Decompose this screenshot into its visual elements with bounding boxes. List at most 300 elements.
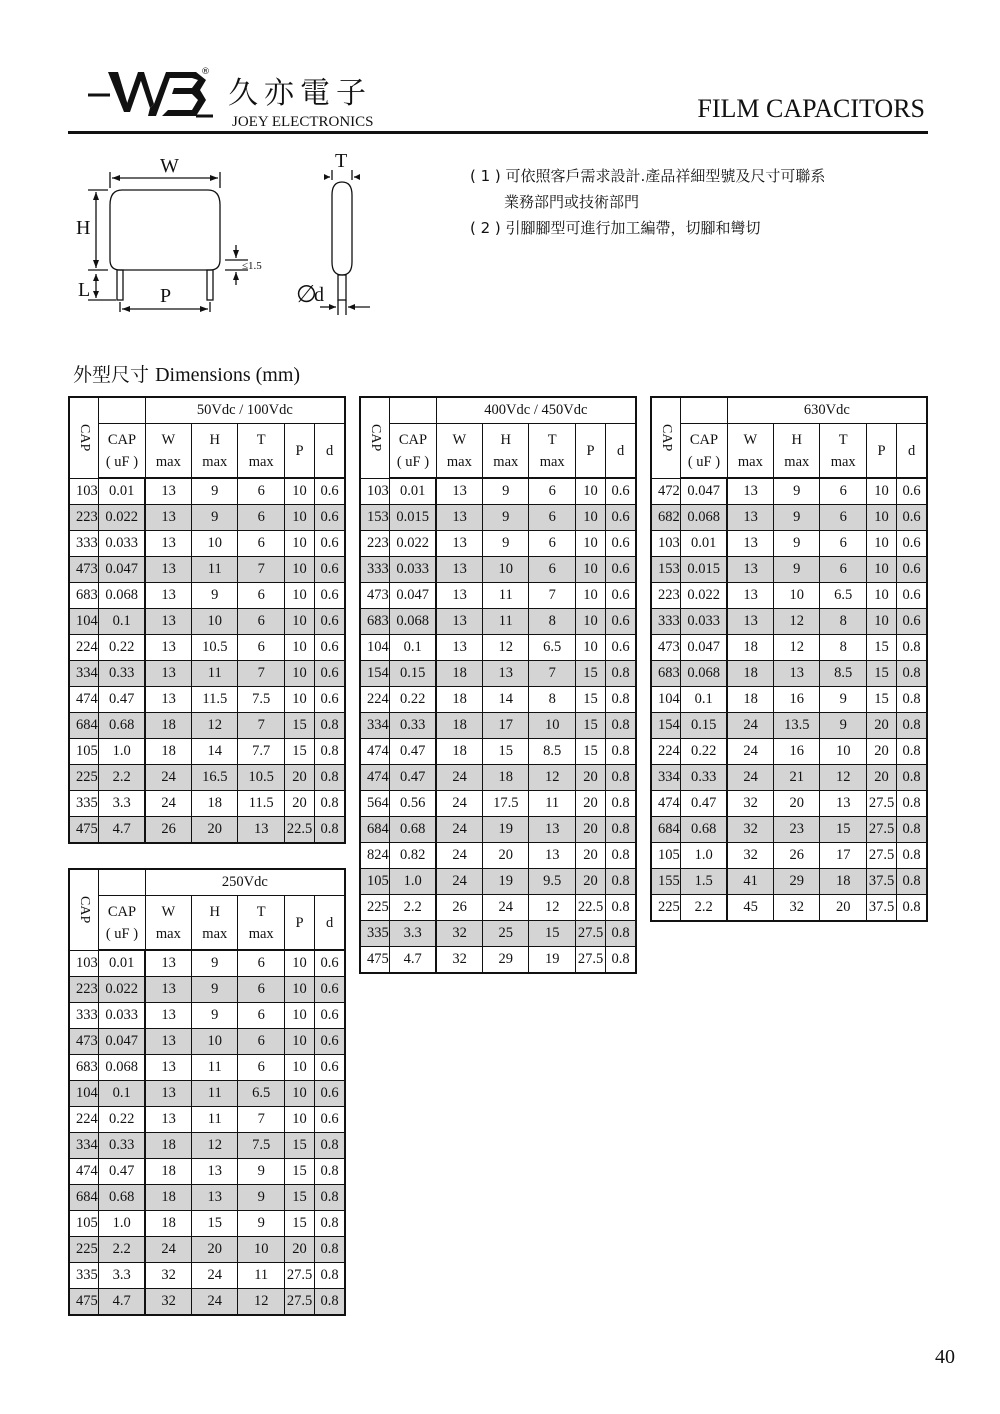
cell-pitch: 20 bbox=[284, 1237, 314, 1263]
cell-height: 9 bbox=[192, 1003, 238, 1029]
cell-cap-value: 2.2 bbox=[390, 895, 436, 921]
cell-cap-value: 0.33 bbox=[99, 1133, 145, 1159]
cell-pitch: 15 bbox=[284, 1159, 314, 1185]
cell-lead-dia: 0.8 bbox=[897, 791, 927, 817]
table-row bbox=[360, 739, 636, 765]
brand-logo bbox=[88, 64, 213, 126]
cell-height: 11 bbox=[192, 1107, 238, 1133]
cell-cap-code: 153 bbox=[651, 557, 681, 583]
cell-cap-code: 474 bbox=[360, 765, 390, 791]
cell-height: 13 bbox=[774, 661, 820, 687]
cell-height: 9 bbox=[774, 557, 820, 583]
cell-thickness: 6 bbox=[238, 950, 284, 977]
cell-thickness: 6 bbox=[529, 505, 575, 531]
cell-width: 24 bbox=[145, 765, 191, 791]
cell-thickness: 8 bbox=[820, 609, 866, 635]
cell-cap-value: 0.015 bbox=[390, 505, 436, 531]
table-row bbox=[69, 1159, 345, 1185]
cell-cap-code: 225 bbox=[69, 1237, 99, 1263]
cell-width: 13 bbox=[145, 583, 191, 609]
cell-lead-dia: 0.8 bbox=[315, 817, 345, 844]
document-title: FILM CAPACITORS bbox=[697, 94, 925, 123]
cell-pitch: 10 bbox=[866, 505, 896, 531]
cell-pitch: 27.5 bbox=[575, 947, 605, 974]
cell-thickness: 6 bbox=[820, 531, 866, 557]
cell-thickness: 6 bbox=[238, 1029, 284, 1055]
table-row bbox=[69, 977, 345, 1003]
cell-pitch: 10 bbox=[575, 583, 605, 609]
cell-lead-dia: 0.8 bbox=[315, 1211, 345, 1237]
cell-width: 24 bbox=[727, 765, 773, 791]
header-p: P bbox=[575, 424, 605, 479]
cell-cap-value: 0.033 bbox=[681, 609, 727, 635]
table-row bbox=[360, 531, 636, 557]
cell-height: 21 bbox=[774, 765, 820, 791]
cell-cap-value: 0.56 bbox=[390, 791, 436, 817]
cell-thickness: 18 bbox=[820, 869, 866, 895]
cell-thickness: 7 bbox=[238, 1107, 284, 1133]
cell-height: 20 bbox=[774, 791, 820, 817]
cell-pitch: 10 bbox=[284, 1003, 314, 1029]
header-d: d bbox=[606, 424, 636, 479]
diagram-label-p: P bbox=[160, 285, 172, 307]
cell-cap-value: 0.1 bbox=[390, 635, 436, 661]
cell-cap-value: 0.1 bbox=[99, 609, 145, 635]
cell-height: 15 bbox=[483, 739, 529, 765]
cell-cap-code: 683 bbox=[69, 583, 99, 609]
spec-table-250v bbox=[68, 868, 346, 1316]
cell-width: 13 bbox=[436, 478, 482, 505]
cell-cap-code: 103 bbox=[69, 478, 99, 505]
header-cap: CAP ( uF ) bbox=[99, 424, 145, 479]
cell-cap-value: 0.01 bbox=[99, 950, 145, 977]
cell-lead-dia: 0.6 bbox=[897, 583, 927, 609]
cell-lead-dia: 0.6 bbox=[606, 478, 636, 505]
cell-lead-dia: 0.8 bbox=[606, 947, 636, 974]
cell-cap-code: 334 bbox=[69, 1133, 99, 1159]
cell-thickness: 6.5 bbox=[529, 635, 575, 661]
cell-cap-value: 0.15 bbox=[681, 713, 727, 739]
cell-thickness: 6 bbox=[238, 583, 284, 609]
cell-lead-dia: 0.6 bbox=[315, 635, 345, 661]
cell-width: 18 bbox=[145, 1211, 191, 1237]
cell-lead-dia: 0.8 bbox=[315, 713, 345, 739]
cell-lead-dia: 0.6 bbox=[897, 531, 927, 557]
cell-cap-code: 474 bbox=[651, 791, 681, 817]
cell-cap-code: 103 bbox=[651, 531, 681, 557]
cell-height: 19 bbox=[483, 817, 529, 843]
cell-cap-code: 473 bbox=[360, 583, 390, 609]
diagram-label-t: T bbox=[335, 150, 348, 172]
table-row bbox=[69, 1107, 345, 1133]
header-w: W max bbox=[145, 896, 191, 951]
cell-cap-value: 0.01 bbox=[99, 478, 145, 505]
header-cap-code: CAP bbox=[651, 397, 681, 478]
cell-width: 18 bbox=[727, 687, 773, 713]
cell-cap-code: 333 bbox=[651, 609, 681, 635]
cell-cap-code: 223 bbox=[69, 505, 99, 531]
cell-width: 13 bbox=[727, 531, 773, 557]
dimensions-heading-en: Dimensions (mm) bbox=[155, 364, 301, 386]
header-w: W max bbox=[145, 424, 191, 479]
cell-lead-dia: 0.6 bbox=[315, 583, 345, 609]
cell-width: 24 bbox=[727, 739, 773, 765]
cell-pitch: 10 bbox=[284, 478, 314, 505]
cell-width: 18 bbox=[436, 713, 482, 739]
cell-width: 18 bbox=[436, 661, 482, 687]
cell-cap-value: 0.022 bbox=[681, 583, 727, 609]
cell-pitch: 15 bbox=[575, 713, 605, 739]
cell-width: 41 bbox=[727, 869, 773, 895]
table-row bbox=[651, 478, 927, 505]
cell-lead-dia: 0.8 bbox=[315, 1237, 345, 1263]
cell-width: 13 bbox=[436, 583, 482, 609]
cell-thickness: 12 bbox=[238, 1289, 284, 1316]
cell-cap-code: 104 bbox=[651, 687, 681, 713]
cell-cap-value: 0.1 bbox=[99, 1081, 145, 1107]
cell-thickness: 6 bbox=[238, 609, 284, 635]
cell-cap-value: 0.033 bbox=[99, 531, 145, 557]
cell-thickness: 8.5 bbox=[820, 661, 866, 687]
cell-width: 24 bbox=[145, 791, 191, 817]
table-row bbox=[651, 843, 927, 869]
cell-cap-code: 335 bbox=[69, 1263, 99, 1289]
cell-height: 11 bbox=[192, 1081, 238, 1107]
cell-cap-value: 0.068 bbox=[99, 1055, 145, 1081]
table-row bbox=[651, 739, 927, 765]
header-spacer bbox=[390, 397, 436, 424]
cell-cap-value: 0.022 bbox=[99, 505, 145, 531]
cell-height: 26 bbox=[774, 843, 820, 869]
cell-cap-value: 0.68 bbox=[99, 1185, 145, 1211]
cell-lead-dia: 0.8 bbox=[897, 635, 927, 661]
cell-width: 13 bbox=[727, 557, 773, 583]
cell-cap-code: 223 bbox=[69, 977, 99, 1003]
cell-cap-code: 334 bbox=[651, 765, 681, 791]
cell-cap-code: 683 bbox=[69, 1055, 99, 1081]
table-row bbox=[360, 947, 636, 974]
header-cap-code: CAP bbox=[69, 397, 99, 478]
cell-lead-dia: 0.8 bbox=[606, 687, 636, 713]
table-row bbox=[651, 661, 927, 687]
table-row bbox=[651, 791, 927, 817]
header-w: W max bbox=[436, 424, 482, 479]
cell-pitch: 10 bbox=[575, 557, 605, 583]
cell-cap-code: 824 bbox=[360, 843, 390, 869]
cell-width: 18 bbox=[145, 1159, 191, 1185]
cell-pitch: 15 bbox=[866, 635, 896, 661]
cell-pitch: 15 bbox=[866, 661, 896, 687]
cell-height: 12 bbox=[774, 609, 820, 635]
cell-cap-value: 3.3 bbox=[99, 791, 145, 817]
table-row bbox=[651, 713, 927, 739]
cell-height: 18 bbox=[483, 765, 529, 791]
table-row bbox=[360, 895, 636, 921]
cell-width: 13 bbox=[436, 609, 482, 635]
cell-width: 13 bbox=[727, 505, 773, 531]
cell-lead-dia: 0.6 bbox=[315, 505, 345, 531]
cell-cap-code: 683 bbox=[651, 661, 681, 687]
cell-width: 24 bbox=[436, 791, 482, 817]
cell-height: 9 bbox=[192, 583, 238, 609]
table-row bbox=[69, 1081, 345, 1107]
table-row bbox=[69, 1185, 345, 1211]
cell-width: 13 bbox=[145, 478, 191, 505]
cell-lead-dia: 0.8 bbox=[315, 1133, 345, 1159]
cell-cap-value: 0.33 bbox=[681, 765, 727, 791]
cell-lead-dia: 0.8 bbox=[897, 843, 927, 869]
cell-width: 32 bbox=[436, 921, 482, 947]
cell-width: 13 bbox=[145, 950, 191, 977]
cell-width: 13 bbox=[145, 557, 191, 583]
cell-thickness: 7.5 bbox=[238, 1133, 284, 1159]
cell-thickness: 7.5 bbox=[238, 687, 284, 713]
cell-pitch: 10 bbox=[284, 1107, 314, 1133]
cell-width: 13 bbox=[145, 1029, 191, 1055]
cell-cap-value: 0.022 bbox=[390, 531, 436, 557]
cell-cap-code: 223 bbox=[651, 583, 681, 609]
voltage-rating: 630Vdc bbox=[727, 397, 927, 424]
cell-cap-value: 0.047 bbox=[681, 478, 727, 505]
cell-thickness: 9 bbox=[820, 687, 866, 713]
cell-height: 29 bbox=[774, 869, 820, 895]
cell-width: 13 bbox=[145, 977, 191, 1003]
cell-width: 13 bbox=[727, 583, 773, 609]
table-row bbox=[360, 765, 636, 791]
cell-lead-dia: 0.8 bbox=[897, 687, 927, 713]
header-t: T max bbox=[529, 424, 575, 479]
note-2: ( 2 ) 引腳腳型可進行加工編帶，切腳和彎切 bbox=[470, 219, 761, 237]
cell-cap-value: 0.068 bbox=[681, 505, 727, 531]
table-row bbox=[69, 1263, 345, 1289]
cell-lead-dia: 0.8 bbox=[606, 921, 636, 947]
table-row bbox=[360, 869, 636, 895]
cell-pitch: 10 bbox=[284, 635, 314, 661]
table-row bbox=[360, 661, 636, 687]
cell-thickness: 7 bbox=[238, 557, 284, 583]
cell-height: 29 bbox=[483, 947, 529, 974]
cell-pitch: 15 bbox=[575, 739, 605, 765]
cell-thickness: 9 bbox=[238, 1185, 284, 1211]
cell-width: 13 bbox=[436, 557, 482, 583]
cell-cap-value: 0.82 bbox=[390, 843, 436, 869]
cell-cap-code: 104 bbox=[360, 635, 390, 661]
cell-cap-code: 684 bbox=[651, 817, 681, 843]
table-row bbox=[360, 843, 636, 869]
cell-cap-code: 682 bbox=[651, 505, 681, 531]
cell-pitch: 15 bbox=[284, 739, 314, 765]
cell-cap-code: 225 bbox=[69, 765, 99, 791]
table-row bbox=[69, 478, 345, 505]
table-row bbox=[360, 557, 636, 583]
cell-pitch: 20 bbox=[866, 765, 896, 791]
cell-pitch: 10 bbox=[575, 531, 605, 557]
cell-lead-dia: 0.6 bbox=[897, 505, 927, 531]
cell-height: 15 bbox=[192, 1211, 238, 1237]
cell-width: 18 bbox=[145, 1133, 191, 1159]
cell-lead-dia: 0.8 bbox=[315, 791, 345, 817]
cell-lead-dia: 0.8 bbox=[897, 895, 927, 922]
cell-cap-value: 0.15 bbox=[390, 661, 436, 687]
cell-pitch: 20 bbox=[284, 765, 314, 791]
header-cap: CAP ( uF ) bbox=[99, 896, 145, 951]
cell-height: 14 bbox=[192, 739, 238, 765]
cell-cap-value: 1.0 bbox=[390, 869, 436, 895]
cell-thickness: 13 bbox=[529, 843, 575, 869]
cell-cap-code: 333 bbox=[69, 531, 99, 557]
table-row bbox=[69, 1029, 345, 1055]
cell-thickness: 6.5 bbox=[820, 583, 866, 609]
cell-cap-value: 2.2 bbox=[681, 895, 727, 922]
cell-height: 10 bbox=[192, 1029, 238, 1055]
cell-lead-dia: 0.6 bbox=[315, 950, 345, 977]
table-row bbox=[360, 817, 636, 843]
header-h: H max bbox=[192, 424, 238, 479]
table-row bbox=[651, 531, 927, 557]
cell-thickness: 6 bbox=[238, 505, 284, 531]
cell-thickness: 7 bbox=[238, 661, 284, 687]
cell-pitch: 10 bbox=[284, 609, 314, 635]
cell-thickness: 9 bbox=[238, 1211, 284, 1237]
cell-lead-dia: 0.8 bbox=[606, 843, 636, 869]
cell-width: 18 bbox=[145, 713, 191, 739]
cell-pitch: 15 bbox=[284, 1133, 314, 1159]
note-1-continued: 業務部門或技術部門 bbox=[504, 193, 640, 211]
cell-height: 16 bbox=[774, 739, 820, 765]
cell-thickness: 7 bbox=[529, 661, 575, 687]
table-row bbox=[360, 687, 636, 713]
cell-cap-code: 103 bbox=[69, 950, 99, 977]
cell-thickness: 10 bbox=[238, 1237, 284, 1263]
cell-thickness: 6 bbox=[238, 1003, 284, 1029]
cell-height: 9 bbox=[192, 505, 238, 531]
cell-width: 13 bbox=[145, 1003, 191, 1029]
cell-cap-code: 104 bbox=[69, 609, 99, 635]
cell-thickness: 8 bbox=[529, 609, 575, 635]
cell-width: 32 bbox=[727, 791, 773, 817]
header-h: H max bbox=[483, 424, 529, 479]
cell-thickness: 6 bbox=[529, 478, 575, 505]
header-spacer bbox=[99, 869, 145, 896]
cell-width: 18 bbox=[145, 739, 191, 765]
cell-pitch: 20 bbox=[866, 739, 896, 765]
cell-cap-code: 103 bbox=[360, 478, 390, 505]
cell-lead-dia: 0.6 bbox=[315, 557, 345, 583]
cell-thickness: 13 bbox=[820, 791, 866, 817]
cell-thickness: 6.5 bbox=[238, 1081, 284, 1107]
cell-pitch: 10 bbox=[866, 531, 896, 557]
header-d: d bbox=[315, 896, 345, 951]
table-row bbox=[69, 791, 345, 817]
cell-lead-dia: 0.8 bbox=[606, 895, 636, 921]
cell-width: 26 bbox=[145, 817, 191, 844]
cell-height: 13 bbox=[192, 1185, 238, 1211]
cell-cap-value: 0.022 bbox=[99, 977, 145, 1003]
table-row bbox=[69, 713, 345, 739]
cell-cap-code: 105 bbox=[651, 843, 681, 869]
cell-lead-dia: 0.6 bbox=[897, 478, 927, 505]
cell-cap-value: 0.22 bbox=[99, 1107, 145, 1133]
header-t: T max bbox=[238, 896, 284, 951]
cell-height: 10.5 bbox=[192, 635, 238, 661]
cell-lead-dia: 0.8 bbox=[315, 765, 345, 791]
brand-name-english: JOEY ELECTRONICS bbox=[232, 114, 374, 130]
cell-height: 10 bbox=[192, 531, 238, 557]
cell-width: 32 bbox=[145, 1263, 191, 1289]
cell-pitch: 10 bbox=[284, 661, 314, 687]
cell-pitch: 15 bbox=[284, 1185, 314, 1211]
cell-thickness: 9 bbox=[820, 713, 866, 739]
cell-thickness: 6 bbox=[529, 557, 575, 583]
cell-cap-code: 225 bbox=[360, 895, 390, 921]
cell-pitch: 15 bbox=[284, 1211, 314, 1237]
cell-cap-code: 564 bbox=[360, 791, 390, 817]
cell-pitch: 27.5 bbox=[575, 921, 605, 947]
cell-lead-dia: 0.8 bbox=[606, 869, 636, 895]
cell-height: 32 bbox=[774, 895, 820, 922]
cell-cap-value: 3.3 bbox=[99, 1263, 145, 1289]
cell-lead-dia: 0.8 bbox=[897, 869, 927, 895]
cell-lead-dia: 0.6 bbox=[606, 609, 636, 635]
cell-thickness: 15 bbox=[529, 921, 575, 947]
cell-cap-code: 155 bbox=[651, 869, 681, 895]
table-row bbox=[651, 505, 927, 531]
cell-lead-dia: 0.8 bbox=[606, 739, 636, 765]
cell-thickness: 10 bbox=[529, 713, 575, 739]
cell-cap-value: 0.01 bbox=[390, 478, 436, 505]
cell-width: 18 bbox=[145, 1185, 191, 1211]
cell-cap-code: 473 bbox=[69, 1029, 99, 1055]
header-t: T max bbox=[820, 424, 866, 479]
cell-pitch: 22.5 bbox=[575, 895, 605, 921]
cell-thickness: 10.5 bbox=[238, 765, 284, 791]
cell-width: 13 bbox=[436, 635, 482, 661]
cell-width: 13 bbox=[145, 661, 191, 687]
cell-lead-dia: 0.6 bbox=[315, 1029, 345, 1055]
cell-width: 13 bbox=[145, 687, 191, 713]
cell-thickness: 6 bbox=[238, 531, 284, 557]
cell-height: 25 bbox=[483, 921, 529, 947]
cell-height: 12 bbox=[483, 635, 529, 661]
cell-pitch: 20 bbox=[575, 843, 605, 869]
table-row bbox=[360, 635, 636, 661]
cell-width: 13 bbox=[145, 609, 191, 635]
cell-cap-code: 224 bbox=[360, 687, 390, 713]
cell-thickness: 6 bbox=[238, 977, 284, 1003]
cell-cap-code: 154 bbox=[651, 713, 681, 739]
table-row bbox=[651, 583, 927, 609]
cell-cap-code: 333 bbox=[69, 1003, 99, 1029]
cell-thickness: 7.7 bbox=[238, 739, 284, 765]
cell-pitch: 10 bbox=[284, 505, 314, 531]
voltage-rating: 400Vdc / 450Vdc bbox=[436, 397, 636, 424]
cell-lead-dia: 0.8 bbox=[897, 765, 927, 791]
cell-width: 24 bbox=[145, 1237, 191, 1263]
cell-width: 13 bbox=[145, 635, 191, 661]
cell-height: 16.5 bbox=[192, 765, 238, 791]
header-spacer bbox=[681, 397, 727, 424]
cell-pitch: 20 bbox=[866, 713, 896, 739]
cell-cap-code: 153 bbox=[360, 505, 390, 531]
table-row bbox=[651, 557, 927, 583]
cell-lead-dia: 0.8 bbox=[315, 1289, 345, 1316]
dimensions-heading-cn: 外型尺寸 bbox=[73, 364, 150, 386]
cell-lead-dia: 0.6 bbox=[606, 557, 636, 583]
cell-width: 18 bbox=[727, 635, 773, 661]
cell-lead-dia: 0.6 bbox=[315, 687, 345, 713]
cell-height: 20 bbox=[192, 817, 238, 844]
cell-cap-value: 0.47 bbox=[681, 791, 727, 817]
